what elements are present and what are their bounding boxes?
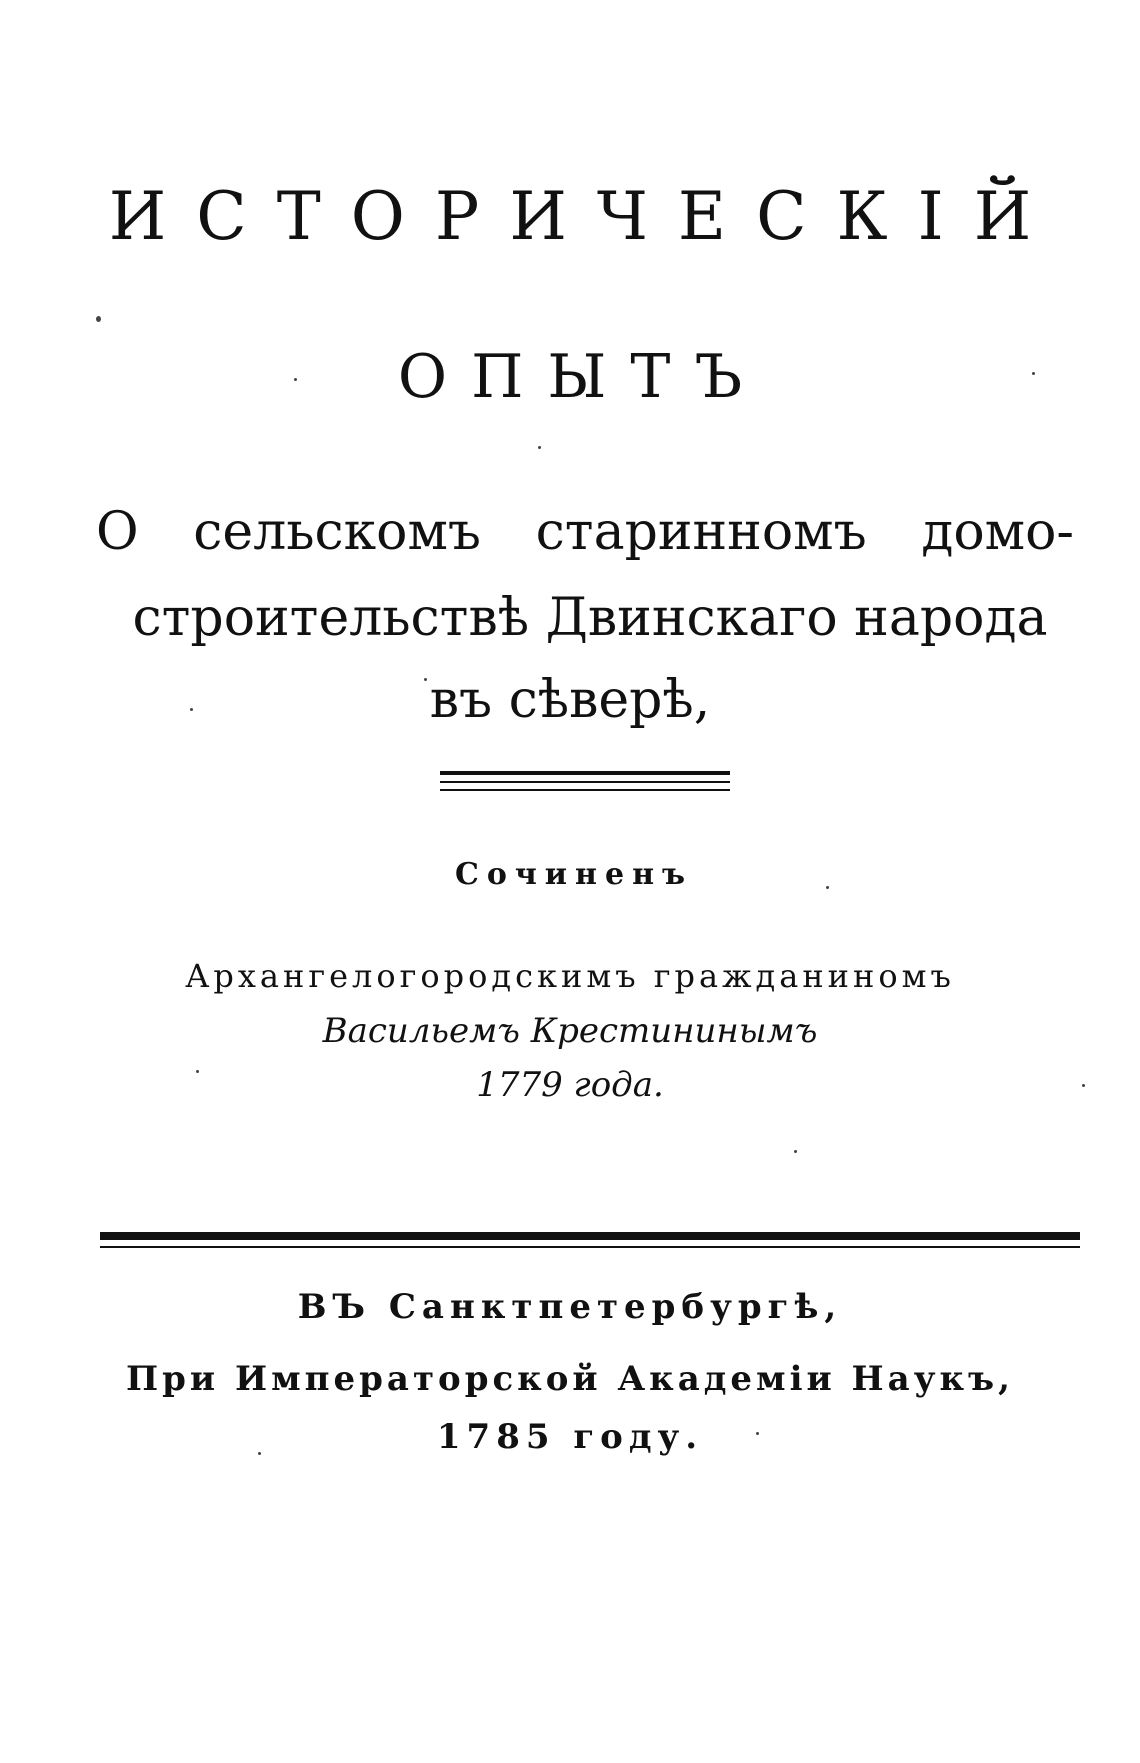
- author-label: Сочиненъ: [454, 857, 694, 892]
- subtitle-line-2: строительствѣ Двинскаго народа: [132, 588, 1048, 648]
- imprint-city: ВЪ Санктпетербургѣ,: [297, 1287, 843, 1327]
- subtitle-line-3: въ сѣверѣ,: [429, 670, 711, 730]
- author-line-1: Архангелогородскимъ гражданиномъ: [185, 957, 955, 995]
- title-line-1: ИСТОРИЧЕСКІЙ: [108, 178, 1062, 255]
- subtitle-line-1: О сельскомъ старинномъ домо-: [96, 502, 1074, 562]
- author-year: 1779 года.: [476, 1065, 664, 1105]
- title-line-2: ОПЫТЪ: [397, 342, 767, 412]
- imprint-publisher: При Императорской Академіи Наукъ,: [126, 1359, 1014, 1399]
- author-name: Васильемъ Крестининымъ: [322, 1011, 818, 1051]
- imprint-year: 1785 году.: [436, 1417, 704, 1457]
